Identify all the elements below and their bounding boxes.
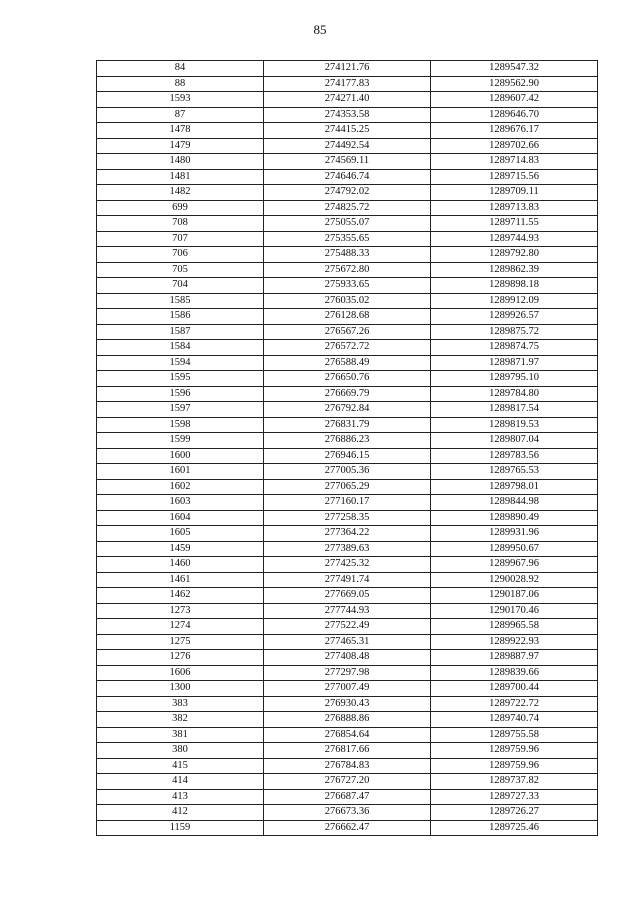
point-number-cell: 1598 [97, 417, 264, 433]
y-coordinate-cell: 1289740.74 [431, 712, 598, 728]
x-coordinate-cell: 276673.36 [264, 805, 431, 821]
point-number-cell: 382 [97, 712, 264, 728]
x-coordinate-cell: 276784.83 [264, 758, 431, 774]
x-coordinate-cell: 274177.83 [264, 76, 431, 92]
table-row [97, 789, 598, 805]
point-number-cell: 1594 [97, 355, 264, 371]
y-coordinate-cell: 1289819.53 [431, 417, 598, 433]
table-row [97, 464, 598, 480]
table-row [97, 479, 598, 495]
point-number-cell: 1605 [97, 526, 264, 542]
x-coordinate-cell: 277465.31 [264, 634, 431, 650]
y-coordinate-cell: 1289798.01 [431, 479, 598, 495]
table-row [97, 495, 598, 511]
y-coordinate-cell: 1289562.90 [431, 76, 598, 92]
point-number-cell: 1459 [97, 541, 264, 557]
table-row [97, 727, 598, 743]
point-number-cell: 1587 [97, 324, 264, 340]
x-coordinate-cell: 274415.25 [264, 123, 431, 139]
point-number-cell: 1460 [97, 557, 264, 573]
x-coordinate-cell: 274271.40 [264, 92, 431, 108]
point-number-cell: 1600 [97, 448, 264, 464]
y-coordinate-cell: 1289784.80 [431, 386, 598, 402]
table-row [97, 169, 598, 185]
x-coordinate-cell: 276567.26 [264, 324, 431, 340]
table-row [97, 123, 598, 139]
table-row [97, 340, 598, 356]
y-coordinate-cell: 1289714.83 [431, 154, 598, 170]
point-number-cell: 1462 [97, 588, 264, 604]
x-coordinate-cell: 277160.17 [264, 495, 431, 511]
table-row [97, 309, 598, 325]
x-coordinate-cell: 274825.72 [264, 200, 431, 216]
point-number-cell: 1481 [97, 169, 264, 185]
table-row [97, 557, 598, 573]
x-coordinate-cell: 274646.74 [264, 169, 431, 185]
y-coordinate-cell: 1289755.58 [431, 727, 598, 743]
y-coordinate-cell: 1289702.66 [431, 138, 598, 154]
point-number-cell: 413 [97, 789, 264, 805]
table-row [97, 262, 598, 278]
x-coordinate-cell: 276669.79 [264, 386, 431, 402]
y-coordinate-cell: 1289783.56 [431, 448, 598, 464]
table-row [97, 588, 598, 604]
x-coordinate-cell: 277005.36 [264, 464, 431, 480]
point-number-cell: 1586 [97, 309, 264, 325]
x-coordinate-cell: 276831.79 [264, 417, 431, 433]
x-coordinate-cell: 277007.49 [264, 681, 431, 697]
y-coordinate-cell: 1289715.56 [431, 169, 598, 185]
table-row [97, 355, 598, 371]
table-row [97, 774, 598, 790]
y-coordinate-cell: 1289965.58 [431, 619, 598, 635]
point-number-cell: 1596 [97, 386, 264, 402]
y-coordinate-cell: 1289711.55 [431, 216, 598, 232]
table-row [97, 572, 598, 588]
y-coordinate-cell: 1289807.04 [431, 433, 598, 449]
y-coordinate-cell: 1289759.96 [431, 743, 598, 759]
page-number: 85 [313, 22, 327, 37]
y-coordinate-cell: 1289871.97 [431, 355, 598, 371]
x-coordinate-cell: 276687.47 [264, 789, 431, 805]
x-coordinate-cell: 274792.02 [264, 185, 431, 201]
x-coordinate-cell: 276854.64 [264, 727, 431, 743]
x-coordinate-cell: 275488.33 [264, 247, 431, 263]
table-row [97, 61, 598, 77]
coordinates-table-body [97, 61, 598, 836]
table-row [97, 433, 598, 449]
point-number-cell: 1595 [97, 371, 264, 387]
x-coordinate-cell: 277491.74 [264, 572, 431, 588]
table-row [97, 402, 598, 418]
y-coordinate-cell: 1289922.93 [431, 634, 598, 650]
point-number-cell: 1585 [97, 293, 264, 309]
y-coordinate-cell: 1289844.98 [431, 495, 598, 511]
point-number-cell: 1597 [97, 402, 264, 418]
x-coordinate-cell: 277065.29 [264, 479, 431, 495]
point-number-cell: 383 [97, 696, 264, 712]
y-coordinate-cell: 1290028.92 [431, 572, 598, 588]
y-coordinate-cell: 1289676.17 [431, 123, 598, 139]
table-row [97, 526, 598, 542]
point-number-cell: 1274 [97, 619, 264, 635]
x-coordinate-cell: 276930.43 [264, 696, 431, 712]
table-row [97, 448, 598, 464]
x-coordinate-cell: 277425.32 [264, 557, 431, 573]
table-row [97, 650, 598, 666]
x-coordinate-cell: 276572.72 [264, 340, 431, 356]
point-number-cell: 1584 [97, 340, 264, 356]
y-coordinate-cell: 1289912.09 [431, 293, 598, 309]
y-coordinate-cell: 1289839.66 [431, 665, 598, 681]
y-coordinate-cell: 1289547.32 [431, 61, 598, 77]
coordinates-table [96, 60, 598, 836]
table-row [97, 386, 598, 402]
point-number-cell: 1461 [97, 572, 264, 588]
x-coordinate-cell: 274569.11 [264, 154, 431, 170]
point-number-cell: 380 [97, 743, 264, 759]
x-coordinate-cell: 277389.63 [264, 541, 431, 557]
x-coordinate-cell: 275933.65 [264, 278, 431, 294]
point-number-cell: 412 [97, 805, 264, 821]
x-coordinate-cell: 276817.66 [264, 743, 431, 759]
point-number-cell: 414 [97, 774, 264, 790]
point-number-cell: 84 [97, 61, 264, 77]
table-row [97, 743, 598, 759]
y-coordinate-cell: 1289817.54 [431, 402, 598, 418]
point-number-cell: 1478 [97, 123, 264, 139]
y-coordinate-cell: 1289727.33 [431, 789, 598, 805]
point-number-cell: 1276 [97, 650, 264, 666]
table-row [97, 619, 598, 635]
point-number-cell: 1602 [97, 479, 264, 495]
table-row [97, 154, 598, 170]
table-row [97, 185, 598, 201]
x-coordinate-cell: 274353.58 [264, 107, 431, 123]
y-coordinate-cell: 1289931.96 [431, 526, 598, 542]
table-row [97, 371, 598, 387]
y-coordinate-cell: 1289713.83 [431, 200, 598, 216]
point-number-cell: 708 [97, 216, 264, 232]
table-row [97, 247, 598, 263]
table-row [97, 696, 598, 712]
y-coordinate-cell: 1289722.72 [431, 696, 598, 712]
point-number-cell: 1273 [97, 603, 264, 619]
point-number-cell: 1603 [97, 495, 264, 511]
x-coordinate-cell: 276128.68 [264, 309, 431, 325]
point-number-cell: 707 [97, 231, 264, 247]
point-number-cell: 1601 [97, 464, 264, 480]
y-coordinate-cell: 1290187.06 [431, 588, 598, 604]
x-coordinate-cell: 276035.02 [264, 293, 431, 309]
x-coordinate-cell: 276650.76 [264, 371, 431, 387]
x-coordinate-cell: 276727.20 [264, 774, 431, 790]
table-row [97, 758, 598, 774]
table-row [97, 805, 598, 821]
point-number-cell: 1300 [97, 681, 264, 697]
point-number-cell: 1606 [97, 665, 264, 681]
table-row [97, 681, 598, 697]
table-row [97, 216, 598, 232]
point-number-cell: 381 [97, 727, 264, 743]
point-number-cell: 415 [97, 758, 264, 774]
y-coordinate-cell: 1289950.67 [431, 541, 598, 557]
x-coordinate-cell: 274121.76 [264, 61, 431, 77]
x-coordinate-cell: 276662.47 [264, 820, 431, 836]
table-row [97, 541, 598, 557]
table-row [97, 92, 598, 108]
y-coordinate-cell: 1290170.46 [431, 603, 598, 619]
y-coordinate-cell: 1289875.72 [431, 324, 598, 340]
x-coordinate-cell: 275055.07 [264, 216, 431, 232]
point-number-cell: 1604 [97, 510, 264, 526]
y-coordinate-cell: 1289737.82 [431, 774, 598, 790]
table-row [97, 324, 598, 340]
point-number-cell: 1593 [97, 92, 264, 108]
x-coordinate-cell: 277744.93 [264, 603, 431, 619]
y-coordinate-cell: 1289765.53 [431, 464, 598, 480]
table-row [97, 634, 598, 650]
y-coordinate-cell: 1289726.27 [431, 805, 598, 821]
y-coordinate-cell: 1289890.49 [431, 510, 598, 526]
point-number-cell: 699 [97, 200, 264, 216]
x-coordinate-cell: 276886.23 [264, 433, 431, 449]
y-coordinate-cell: 1289967.96 [431, 557, 598, 573]
y-coordinate-cell: 1289792.80 [431, 247, 598, 263]
y-coordinate-cell: 1289926.57 [431, 309, 598, 325]
table-row [97, 712, 598, 728]
y-coordinate-cell: 1289887.97 [431, 650, 598, 666]
point-number-cell: 88 [97, 76, 264, 92]
x-coordinate-cell: 275355.65 [264, 231, 431, 247]
x-coordinate-cell: 274492.54 [264, 138, 431, 154]
x-coordinate-cell: 277522.49 [264, 619, 431, 635]
x-coordinate-cell: 277669.05 [264, 588, 431, 604]
y-coordinate-cell: 1289709.11 [431, 185, 598, 201]
y-coordinate-cell: 1289744.93 [431, 231, 598, 247]
table-row [97, 200, 598, 216]
point-number-cell: 1482 [97, 185, 264, 201]
table-row [97, 603, 598, 619]
table-row [97, 510, 598, 526]
table-row [97, 665, 598, 681]
table-row [97, 278, 598, 294]
y-coordinate-cell: 1289862.39 [431, 262, 598, 278]
point-number-cell: 704 [97, 278, 264, 294]
point-number-cell: 706 [97, 247, 264, 263]
y-coordinate-cell: 1289646.70 [431, 107, 598, 123]
point-number-cell: 1275 [97, 634, 264, 650]
x-coordinate-cell: 276888.86 [264, 712, 431, 728]
table-row [97, 76, 598, 92]
y-coordinate-cell: 1289898.18 [431, 278, 598, 294]
x-coordinate-cell: 276946.15 [264, 448, 431, 464]
x-coordinate-cell: 277364.22 [264, 526, 431, 542]
x-coordinate-cell: 276792.84 [264, 402, 431, 418]
y-coordinate-cell: 1289725.46 [431, 820, 598, 836]
y-coordinate-cell: 1289795.10 [431, 371, 598, 387]
x-coordinate-cell: 277258.35 [264, 510, 431, 526]
point-number-cell: 87 [97, 107, 264, 123]
table-row [97, 231, 598, 247]
y-coordinate-cell: 1289874.75 [431, 340, 598, 356]
point-number-cell: 1159 [97, 820, 264, 836]
point-number-cell: 1599 [97, 433, 264, 449]
table-row [97, 293, 598, 309]
x-coordinate-cell: 277297.98 [264, 665, 431, 681]
point-number-cell: 1480 [97, 154, 264, 170]
point-number-cell: 705 [97, 262, 264, 278]
table-row [97, 820, 598, 836]
table-row [97, 417, 598, 433]
x-coordinate-cell: 277408.48 [264, 650, 431, 666]
point-number-cell: 1479 [97, 138, 264, 154]
y-coordinate-cell: 1289607.42 [431, 92, 598, 108]
y-coordinate-cell: 1289700.44 [431, 681, 598, 697]
x-coordinate-cell: 276588.49 [264, 355, 431, 371]
y-coordinate-cell: 1289759.96 [431, 758, 598, 774]
table-row [97, 138, 598, 154]
x-coordinate-cell: 275672.80 [264, 262, 431, 278]
table-row [97, 107, 598, 123]
